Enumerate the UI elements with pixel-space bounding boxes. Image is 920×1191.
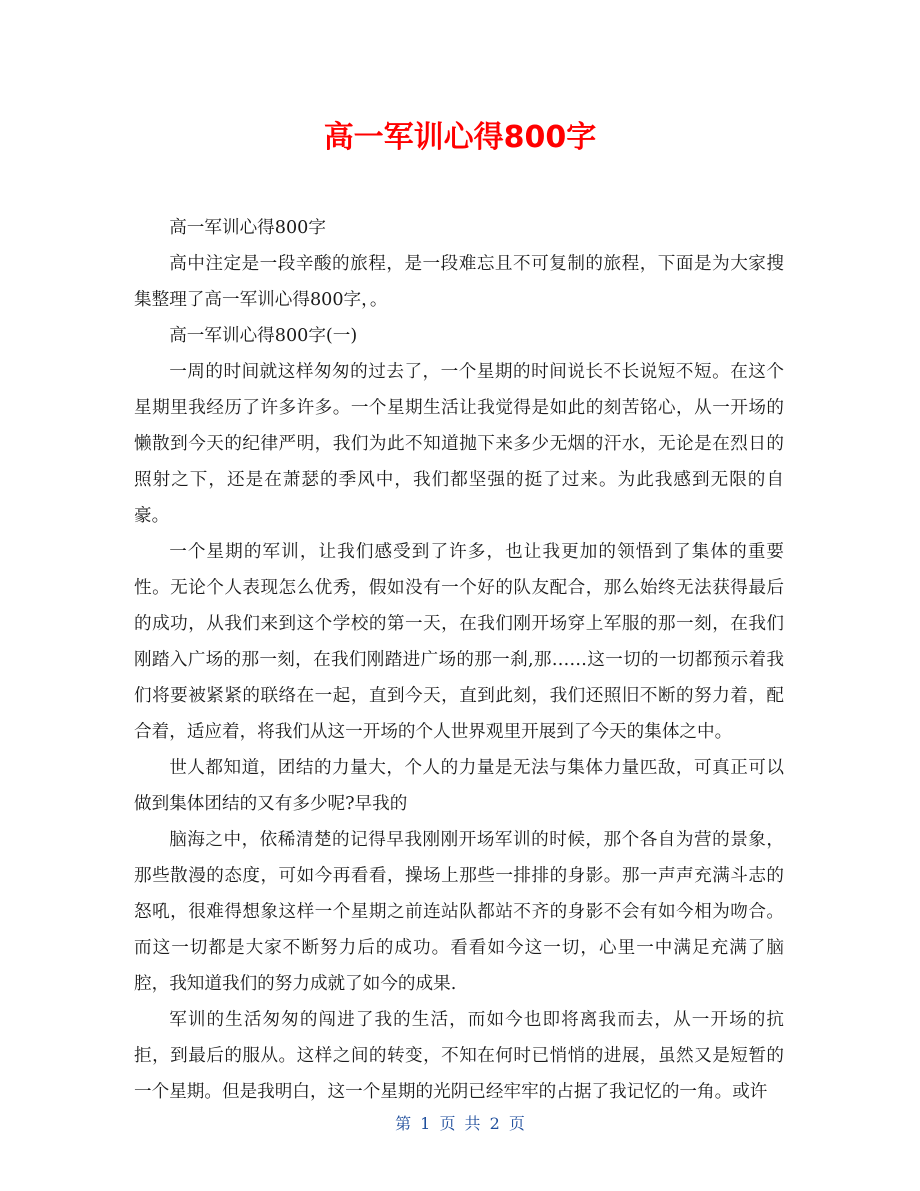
document-body (134, 210, 784, 1110)
paragraph-section-heading: 高一军训心得800字(一) (169, 326, 358, 346)
paragraph-subtitle: 高一军训心得800字 (169, 218, 326, 238)
paragraph-body-2: 一个星期的军训，让我们感受到了许多，也让我更加的领悟到了集体的重要性。无论个人表现怎么优秀，假如没有一个好的队友配合，那么始终无法获得最后的成功，从我们来到这个学校的第一天，在我们刚开场穿上军服的那一刻，在我们刚踏入广场的那一刻，在我们刚踏进广场的那一刹,那……这一切的一切都预示着我们将要被紧紧的联络在一起，直到今天，直到此刻，我们还照旧不断的努力着，配合着，适应着，将我们从这一开场的个人世界观里开展到了今天的集体之中。 (134, 542, 784, 742)
paragraph-body-5: 军训的生活匆匆的闯进了我的生活，而如今也即将离我而去，从一开场的抗拒，到最后的服从。这样之间的转变，不知在何时已悄悄的进展，虽然又是短暂的一个星期。但是我明白，这一个星期的光阴已经牢牢的占据了我记忆的一角。或许 (134, 1010, 784, 1102)
page-number-footer: 第 1 页 共 2 页 (395, 1114, 525, 1133)
paragraph-body-3: 世人都知道，团结的力量大，个人的力量是无法与集体力量匹敌，可真正可以做到集体团结的又有多少呢?早我的 (134, 758, 784, 814)
paragraph-intro: 高中注定是一段辛酸的旅程，是一段难忘且不可复制的旅程，下面是为大家搜集整理了高一军训心得800字，。 (134, 254, 784, 310)
document-title: 高一军训心得800字 (323, 120, 597, 155)
paragraph-body-4: 脑海之中，依稀清楚的记得早我刚刚开场军训的时候，那个各自为营的景象，那些散漫的态度，可如今再看看，操场上那些一排排的身影。那一声声充满斗志的怒吼，很难得想象这样一个星期之前连站队都站不齐的身影不会有如今相为吻合。而这一切都是大家不断努力后的成功。看看如今这一切，心里一中满足充满了脑腔，我知道我们的努力成就了如今的成果. (134, 830, 784, 994)
paragraph-body-1: 一周的时间就这样匆匆的过去了，一个星期的时间说长不长说短不短。在这个星期里我经历了许多许多。一个星期生活让我觉得是如此的刻苦铭心，从一开场的懒散到今天的纪律严明，我们为此不知道抛下来多少无烟的汗水，无论是在烈日的照射之下，还是在萧瑟的季风中，我们都坚强的挺了过来。为此我感到无限的自豪。 (134, 362, 784, 526)
